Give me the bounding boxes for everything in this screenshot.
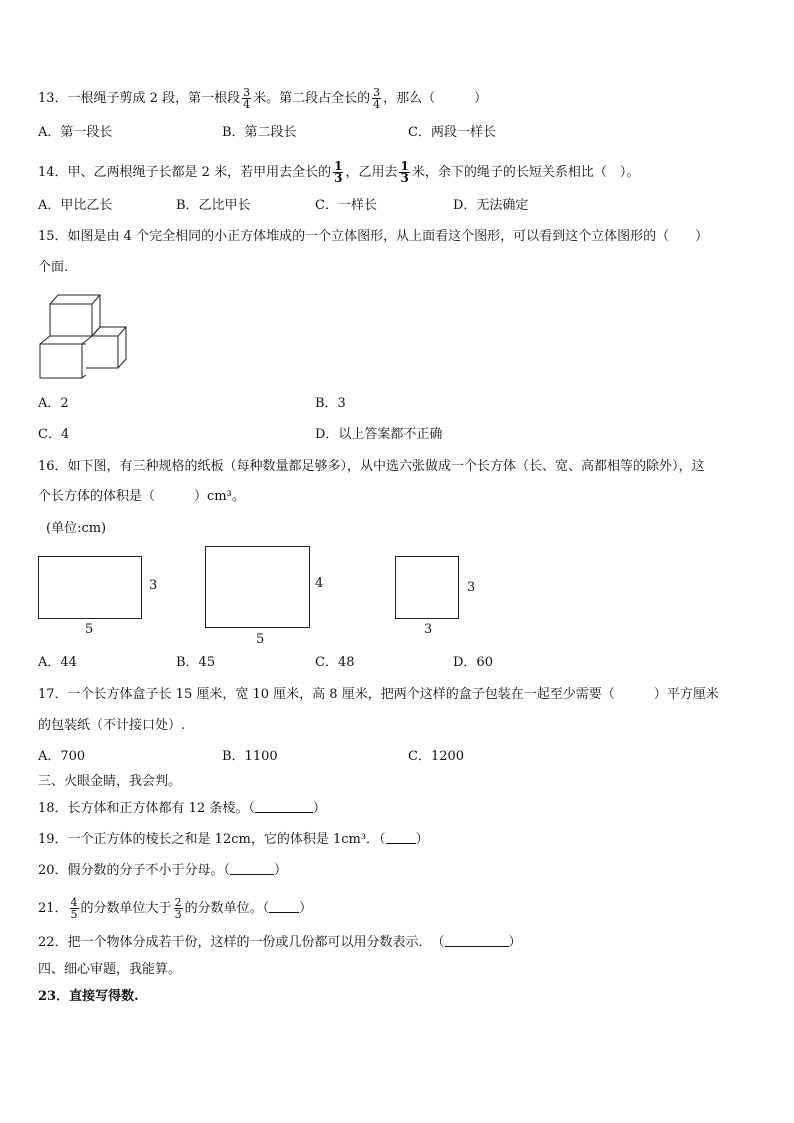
- q15-stem-line1: 15．如图是由 4 个完全相同的小正方体堆成的一个立体图形，从上面看这个图形，可以看到这个立体图形的（ ）: [38, 229, 709, 244]
- board-5x4: [205, 546, 310, 628]
- q17-option-c: C．1200: [408, 749, 465, 764]
- q13-fraction-2: $\frac{3}{4}$: [373, 86, 381, 111]
- cube-stack-figure: [36, 292, 130, 380]
- board-3x3: [395, 556, 459, 619]
- q14-stem: [38, 161, 639, 184]
- q19-answer-blank[interactable]: [386, 831, 416, 844]
- q15-stem-line2: 个面.: [38, 260, 69, 275]
- q21-text-2: 的分数单位。（: [184, 901, 270, 916]
- q16-option-c: C．48: [315, 655, 355, 670]
- board-5x3-height-label: 3: [149, 578, 158, 593]
- q19: [38, 831, 429, 849]
- q21-close: ）: [299, 901, 313, 916]
- q23: 23．直接写得数.: [38, 989, 139, 1004]
- q19-text: 19．一个正方体的棱长之和是 12cm，它的体积是 1cm³．（: [38, 832, 386, 847]
- q13-text-3: ，那么（ ）: [383, 91, 488, 106]
- q22-text: 22．把一个物体分成若干份，这样的一份或几份都可以用分数表示． （: [38, 935, 445, 950]
- q20-answer-blank[interactable]: [230, 862, 274, 875]
- q14-text-3: 米，余下的绳子的长短关系相比（ ）。: [411, 165, 640, 180]
- q18-answer-blank[interactable]: [255, 800, 313, 813]
- q13-fraction-1: $\frac{3}{4}$: [243, 86, 251, 111]
- q14-fraction-1: $\frac{1}{3}$: [334, 159, 343, 185]
- section-4-heading: 四、细心审题，我能算。: [38, 962, 182, 977]
- q18-close: ）: [312, 801, 326, 816]
- q21-fraction-2: $\frac{2}{3}$: [174, 896, 182, 921]
- board-5x4-width-label: 5: [256, 632, 265, 647]
- q14-option-c: C．一样长: [315, 198, 377, 213]
- q20-text: 20．假分数的分子不小于分母。（: [38, 863, 231, 878]
- q21-text-1: 的分数单位大于: [80, 901, 172, 916]
- q13-option-a: A．第一段长: [38, 125, 113, 140]
- q16-option-d: D．60: [453, 655, 493, 670]
- q14-text-2: ，乙用去: [345, 165, 398, 180]
- q17-stem-line2: 的包装纸（不计接口处）.: [38, 718, 186, 733]
- q13-stem: [38, 87, 487, 110]
- q14-text-1: 甲、乙两根绳子长都是 2 米，若甲用去全长的: [67, 165, 332, 180]
- q22-close: ）: [508, 935, 522, 950]
- q22-answer-blank[interactable]: [445, 934, 509, 947]
- q18: [38, 800, 326, 818]
- q17-option-b: B．1100: [222, 749, 278, 764]
- q16-option-a: A．44: [38, 655, 77, 670]
- q17-option-a: A．700: [38, 749, 86, 764]
- q21-number: 21．: [38, 901, 68, 916]
- q15-option-d: D．以上答案都不正确: [315, 427, 443, 442]
- q21-answer-blank[interactable]: [269, 900, 299, 913]
- q16-stem-line2: 个长方体的体积是（ ）cm³。: [38, 489, 245, 504]
- q16-option-b: B．45: [176, 655, 216, 670]
- q20-close: ）: [274, 863, 288, 878]
- q14-fraction-2: $\frac{1}{3}$: [400, 159, 409, 185]
- section-3-heading: 三、火眼金睛，我会判。: [38, 774, 182, 789]
- board-5x4-height-label: 4: [315, 576, 324, 591]
- board-3x3-width-label: 3: [424, 622, 433, 637]
- q13-option-c: C．两段一样长: [408, 125, 496, 140]
- q21-fraction-1: $\frac{4}{5}$: [70, 896, 78, 921]
- q15-option-a: A．2: [38, 396, 69, 411]
- q22: [38, 934, 522, 952]
- q17-stem-line1: 17．一个长方体盒子长 15 厘米，宽 10 厘米，高 8 厘米，把两个这样的盒子包装在一起至少需要（ ）平方厘米: [38, 687, 719, 702]
- q13-option-b: B．第二段长: [222, 125, 297, 140]
- q16-stem-line1: 16．如下图，有三种规格的纸板（每种数量都足够多），从中选六张做成一个长方体（长、宽、高都相等的除外），这: [38, 459, 705, 474]
- q13-text-2: 米。第二段占全长的: [253, 91, 371, 106]
- q14-option-a: A．甲比乙长: [38, 198, 113, 213]
- q20: [38, 862, 287, 880]
- q15-option-c: C．4: [38, 427, 70, 442]
- q13-number: 13．: [38, 91, 68, 106]
- q15-option-b: B．3: [315, 396, 346, 411]
- q13-text-1: 一根绳子剪成 2 段，第一根段: [67, 91, 241, 106]
- q16-unit-label: (单位:cm): [46, 521, 107, 536]
- q14-number: 14．: [38, 165, 68, 180]
- board-3x3-height-label: 3: [467, 580, 476, 595]
- board-5x3: [38, 556, 142, 619]
- q21: [38, 897, 312, 920]
- q14-option-d: D．无法确定: [453, 198, 529, 213]
- q18-text: 18．长方体和正方体都有 12 条棱。（: [38, 801, 255, 816]
- q19-close: ）: [415, 832, 429, 847]
- board-5x3-width-label: 5: [85, 622, 94, 637]
- q14-option-b: B．乙比甲长: [176, 198, 251, 213]
